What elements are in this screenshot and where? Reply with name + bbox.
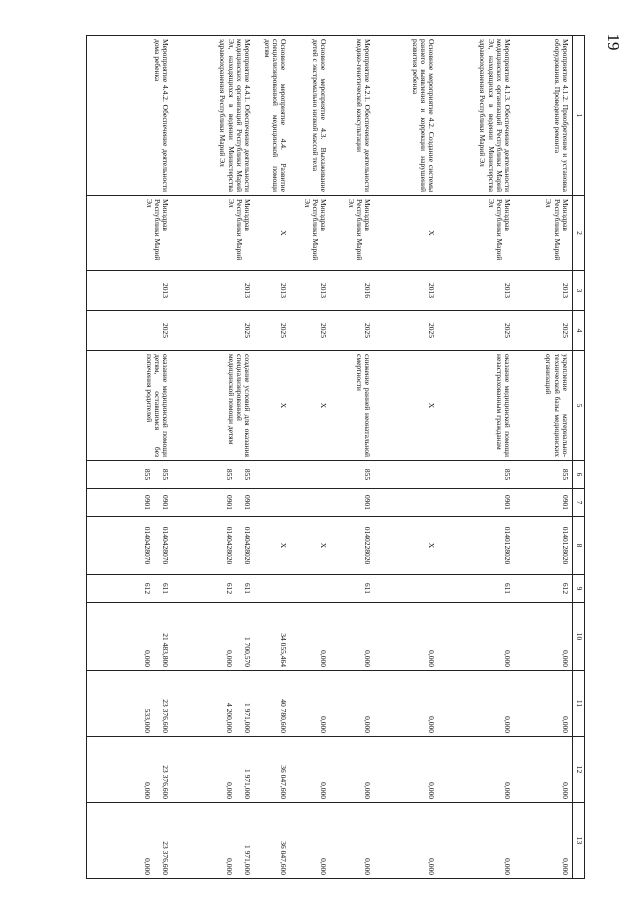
col-header-5: 5 [573, 351, 585, 461]
col-header-12: 12 [573, 737, 585, 803]
value-col-10-cell [173, 603, 255, 671]
value-col-10: 0,000 [291, 603, 331, 671]
csr-code-cell [87, 517, 173, 575]
page-number: 19 [604, 33, 623, 51]
value-col-10-cell [87, 603, 173, 671]
rzpr-code: 0901 [515, 489, 573, 517]
start-year: 2013 [439, 271, 515, 311]
expected-result: Х [255, 351, 291, 461]
program-activities-table [86, 35, 585, 879]
rzpr-code-cell [87, 489, 173, 517]
value-col-13: 1 971,000 [243, 845, 253, 875]
table-row [515, 36, 573, 879]
value-col-11: 0,000 [331, 671, 375, 737]
table-row [255, 36, 291, 879]
csr-code: 0140128020 [439, 517, 515, 575]
csr-code: Х [291, 517, 331, 575]
start-year: 2013 [255, 271, 291, 311]
value-col-12: 1 971,000 [243, 769, 253, 799]
end-year: 2025 [255, 311, 291, 351]
grbs-code: 855 [331, 461, 375, 489]
activity-name: Мероприятие 4.2.1. Обеспечение деятельности медико-генетической консультации [331, 36, 375, 196]
value-col-10: 0,000 [225, 650, 235, 667]
vr-code: 611 [161, 583, 171, 594]
value-col-12: 0,000 [439, 737, 515, 803]
value-col-10: 21 483,800 [161, 633, 171, 667]
rzpr-code: 0901 [161, 495, 171, 510]
executor: Минздрав Республики Марий Эл [87, 196, 173, 271]
csr-code: 0140428070 [161, 526, 171, 565]
value-col-13: 0,000 [225, 858, 235, 875]
rzpr-code: 0901 [331, 489, 375, 517]
expected-result: оказание медицинской помощи детям, оставшимся без попечения родителей [87, 351, 173, 461]
col-header-6: 6 [573, 461, 585, 489]
value-col-11-cell [87, 671, 173, 737]
value-col-11: 0,000 [439, 671, 515, 737]
rzpr-code-cell [173, 489, 255, 517]
executor: Минздрав Республики Марий Эл [331, 196, 375, 271]
rzpr-code [291, 489, 331, 517]
value-col-11: 0,000 [375, 671, 439, 737]
col-header-10: 10 [573, 603, 585, 671]
activity-name: Основное мероприятие 4.4. Развитие специализированной медицинской помощи детям [255, 36, 291, 196]
vr-code [375, 575, 439, 603]
executor: Минздрав Республики Марий Эл [291, 196, 331, 271]
grbs-code: 855 [515, 461, 573, 489]
table-row [331, 36, 375, 879]
activity-name: Основное мероприятие 4.2. Создание системы раннего выявления и коррекции нарушений развития ребенка [375, 36, 439, 196]
col-header-9: 9 [573, 575, 585, 603]
end-year: 2025 [515, 311, 573, 351]
rzpr-code: 0901 [225, 495, 235, 510]
value-col-13: 36 047,600 [255, 803, 291, 879]
csr-code: 0140428020 [225, 526, 235, 565]
expected-result: снижение ранней неонатальной смертности [331, 351, 375, 461]
start-year: 2013 [291, 271, 331, 311]
value-col-11: 4 200,000 [225, 703, 235, 733]
grbs-code [291, 461, 331, 489]
col-header-8: 8 [573, 517, 585, 575]
vr-code [291, 575, 331, 603]
activity-name: Мероприятие 4.1.3. Обеспечение деятельности медицинских организаций Республики Марий Эл, находящихся в ведении Министерства здравоохранения Республики Марий Эл [439, 36, 515, 196]
start-year: 2016 [331, 271, 375, 311]
value-col-10: 1 700,570 [243, 637, 253, 667]
value-col-11: 23 376,600 [161, 699, 171, 733]
vr-code: 612 [515, 575, 573, 603]
grbs-code: 855 [439, 461, 515, 489]
value-col-13: 0,000 [375, 803, 439, 879]
value-col-10: 0,000 [439, 603, 515, 671]
value-col-12-cell [87, 737, 173, 803]
col-header-11: 11 [573, 671, 585, 737]
rzpr-code: 0901 [143, 495, 153, 510]
grbs-code [375, 461, 439, 489]
value-col-12: 0,000 [291, 737, 331, 803]
executor: Минздрав Республики Марий Эл [173, 196, 255, 271]
csr-code-cell [173, 517, 255, 575]
activity-name: Мероприятие 4.4.2. Обеспечение деятельности дома ребенка [87, 36, 173, 196]
value-col-10: 34 055,464 [255, 603, 291, 671]
value-col-11: 1 971,000 [243, 703, 253, 733]
rzpr-code: 0901 [243, 495, 253, 510]
table-row [439, 36, 515, 879]
grbs-code: 855 [143, 468, 153, 481]
value-col-10: 0,000 [515, 603, 573, 671]
grbs-code-cell [173, 461, 255, 489]
rzpr-code: 0901 [439, 489, 515, 517]
vr-code: 611 [243, 583, 253, 594]
value-col-12-cell [173, 737, 255, 803]
expected-result: создание условий для оказания специализированной медицинской помощи детям [173, 351, 255, 461]
activity-name: Мероприятие 4.1.2. Приобретение и установка оборудования. Проведение ремонта [515, 36, 573, 196]
value-col-10: 0,000 [375, 603, 439, 671]
grbs-code: 855 [243, 468, 253, 481]
col-header-4: 4 [573, 311, 585, 351]
col-header-2: 2 [573, 196, 585, 271]
value-col-13-cell [173, 803, 255, 879]
vr-code-cell [173, 575, 255, 603]
value-col-11: 0,000 [515, 671, 573, 737]
vr-code: 612 [225, 582, 235, 595]
csr-code: Х [375, 517, 439, 575]
expected-result: укрепление материально-технической базы медицинских организаций [515, 351, 573, 461]
table-row [173, 36, 255, 879]
expected-result: оказание медицинской помощи незастрахованным гражданам [439, 351, 515, 461]
start-year: 2013 [515, 271, 573, 311]
end-year: 2025 [375, 311, 439, 351]
rzpr-code [375, 489, 439, 517]
csr-code: Х [255, 517, 291, 575]
end-year: 2025 [87, 311, 173, 351]
value-col-11: 533,000 [143, 708, 153, 733]
vr-code: 611 [331, 575, 375, 603]
activity-name: Основное мероприятие 4.3. Выхаживание детей с экстремально низкой массой тела [291, 36, 331, 196]
value-col-12: 0,000 [143, 782, 153, 799]
value-col-13: 23 376,600 [161, 841, 171, 875]
vr-code-cell [87, 575, 173, 603]
end-year: 2025 [291, 311, 331, 351]
value-col-13: 0,000 [515, 803, 573, 879]
executor: Минздрав Республики Марий Эл [439, 196, 515, 271]
value-col-11: 40 780,600 [255, 671, 291, 737]
start-year: 2013 [375, 271, 439, 311]
col-header-3: 3 [573, 271, 585, 311]
value-col-12: 0,000 [375, 737, 439, 803]
table-row [87, 36, 173, 879]
value-col-13: 0,000 [291, 803, 331, 879]
end-year: 2025 [173, 311, 255, 351]
value-col-11-cell [173, 671, 255, 737]
value-col-12: 23 376,600 [161, 765, 171, 799]
vr-code [255, 575, 291, 603]
value-col-13: 0,000 [331, 803, 375, 879]
value-col-13-cell [87, 803, 173, 879]
value-col-10: 0,000 [331, 603, 375, 671]
csr-code: 0140128020 [515, 517, 573, 575]
executor: Х [255, 196, 291, 271]
csr-code: 0140428070 [143, 526, 153, 565]
expected-result: Х [375, 351, 439, 461]
activity-name: Мероприятие 4.4.1. Обеспечение деятельности медицинских организаций Республики Марий Эл, находящихся в ведении Министерства здравоохранения Республики Марий Эл [173, 36, 255, 196]
start-year: 2013 [87, 271, 173, 311]
col-header-1: 1 [573, 36, 585, 196]
grbs-code-cell [87, 461, 173, 489]
value-col-12: 36 047,600 [255, 737, 291, 803]
table-row [375, 36, 439, 879]
csr-code: 0140428020 [243, 526, 253, 565]
table-row [291, 36, 331, 879]
rzpr-code [255, 489, 291, 517]
executor: Минздрав Республики Марий Эл [515, 196, 573, 271]
column-number-header [573, 36, 585, 879]
csr-code: 0140228020 [331, 517, 375, 575]
col-header-13: 13 [573, 803, 585, 879]
value-col-13: 0,000 [143, 858, 153, 875]
value-col-11: 0,000 [291, 671, 331, 737]
start-year: 2013 [173, 271, 255, 311]
vr-code: 612 [143, 582, 153, 595]
value-col-13: 0,000 [439, 803, 515, 879]
col-header-7: 7 [573, 489, 585, 517]
value-col-12: 0,000 [225, 782, 235, 799]
grbs-code: 855 [161, 468, 171, 481]
value-col-12: 0,000 [515, 737, 573, 803]
program-activities-table-sheet [90, 35, 585, 878]
vr-code: 611 [439, 575, 515, 603]
expected-result: Х [291, 351, 331, 461]
end-year: 2025 [439, 311, 515, 351]
grbs-code [255, 461, 291, 489]
value-col-10: 0,000 [143, 650, 153, 667]
end-year: 2025 [331, 311, 375, 351]
executor: Х [375, 196, 439, 271]
value-col-12: 0,000 [331, 737, 375, 803]
grbs-code: 855 [225, 468, 235, 481]
